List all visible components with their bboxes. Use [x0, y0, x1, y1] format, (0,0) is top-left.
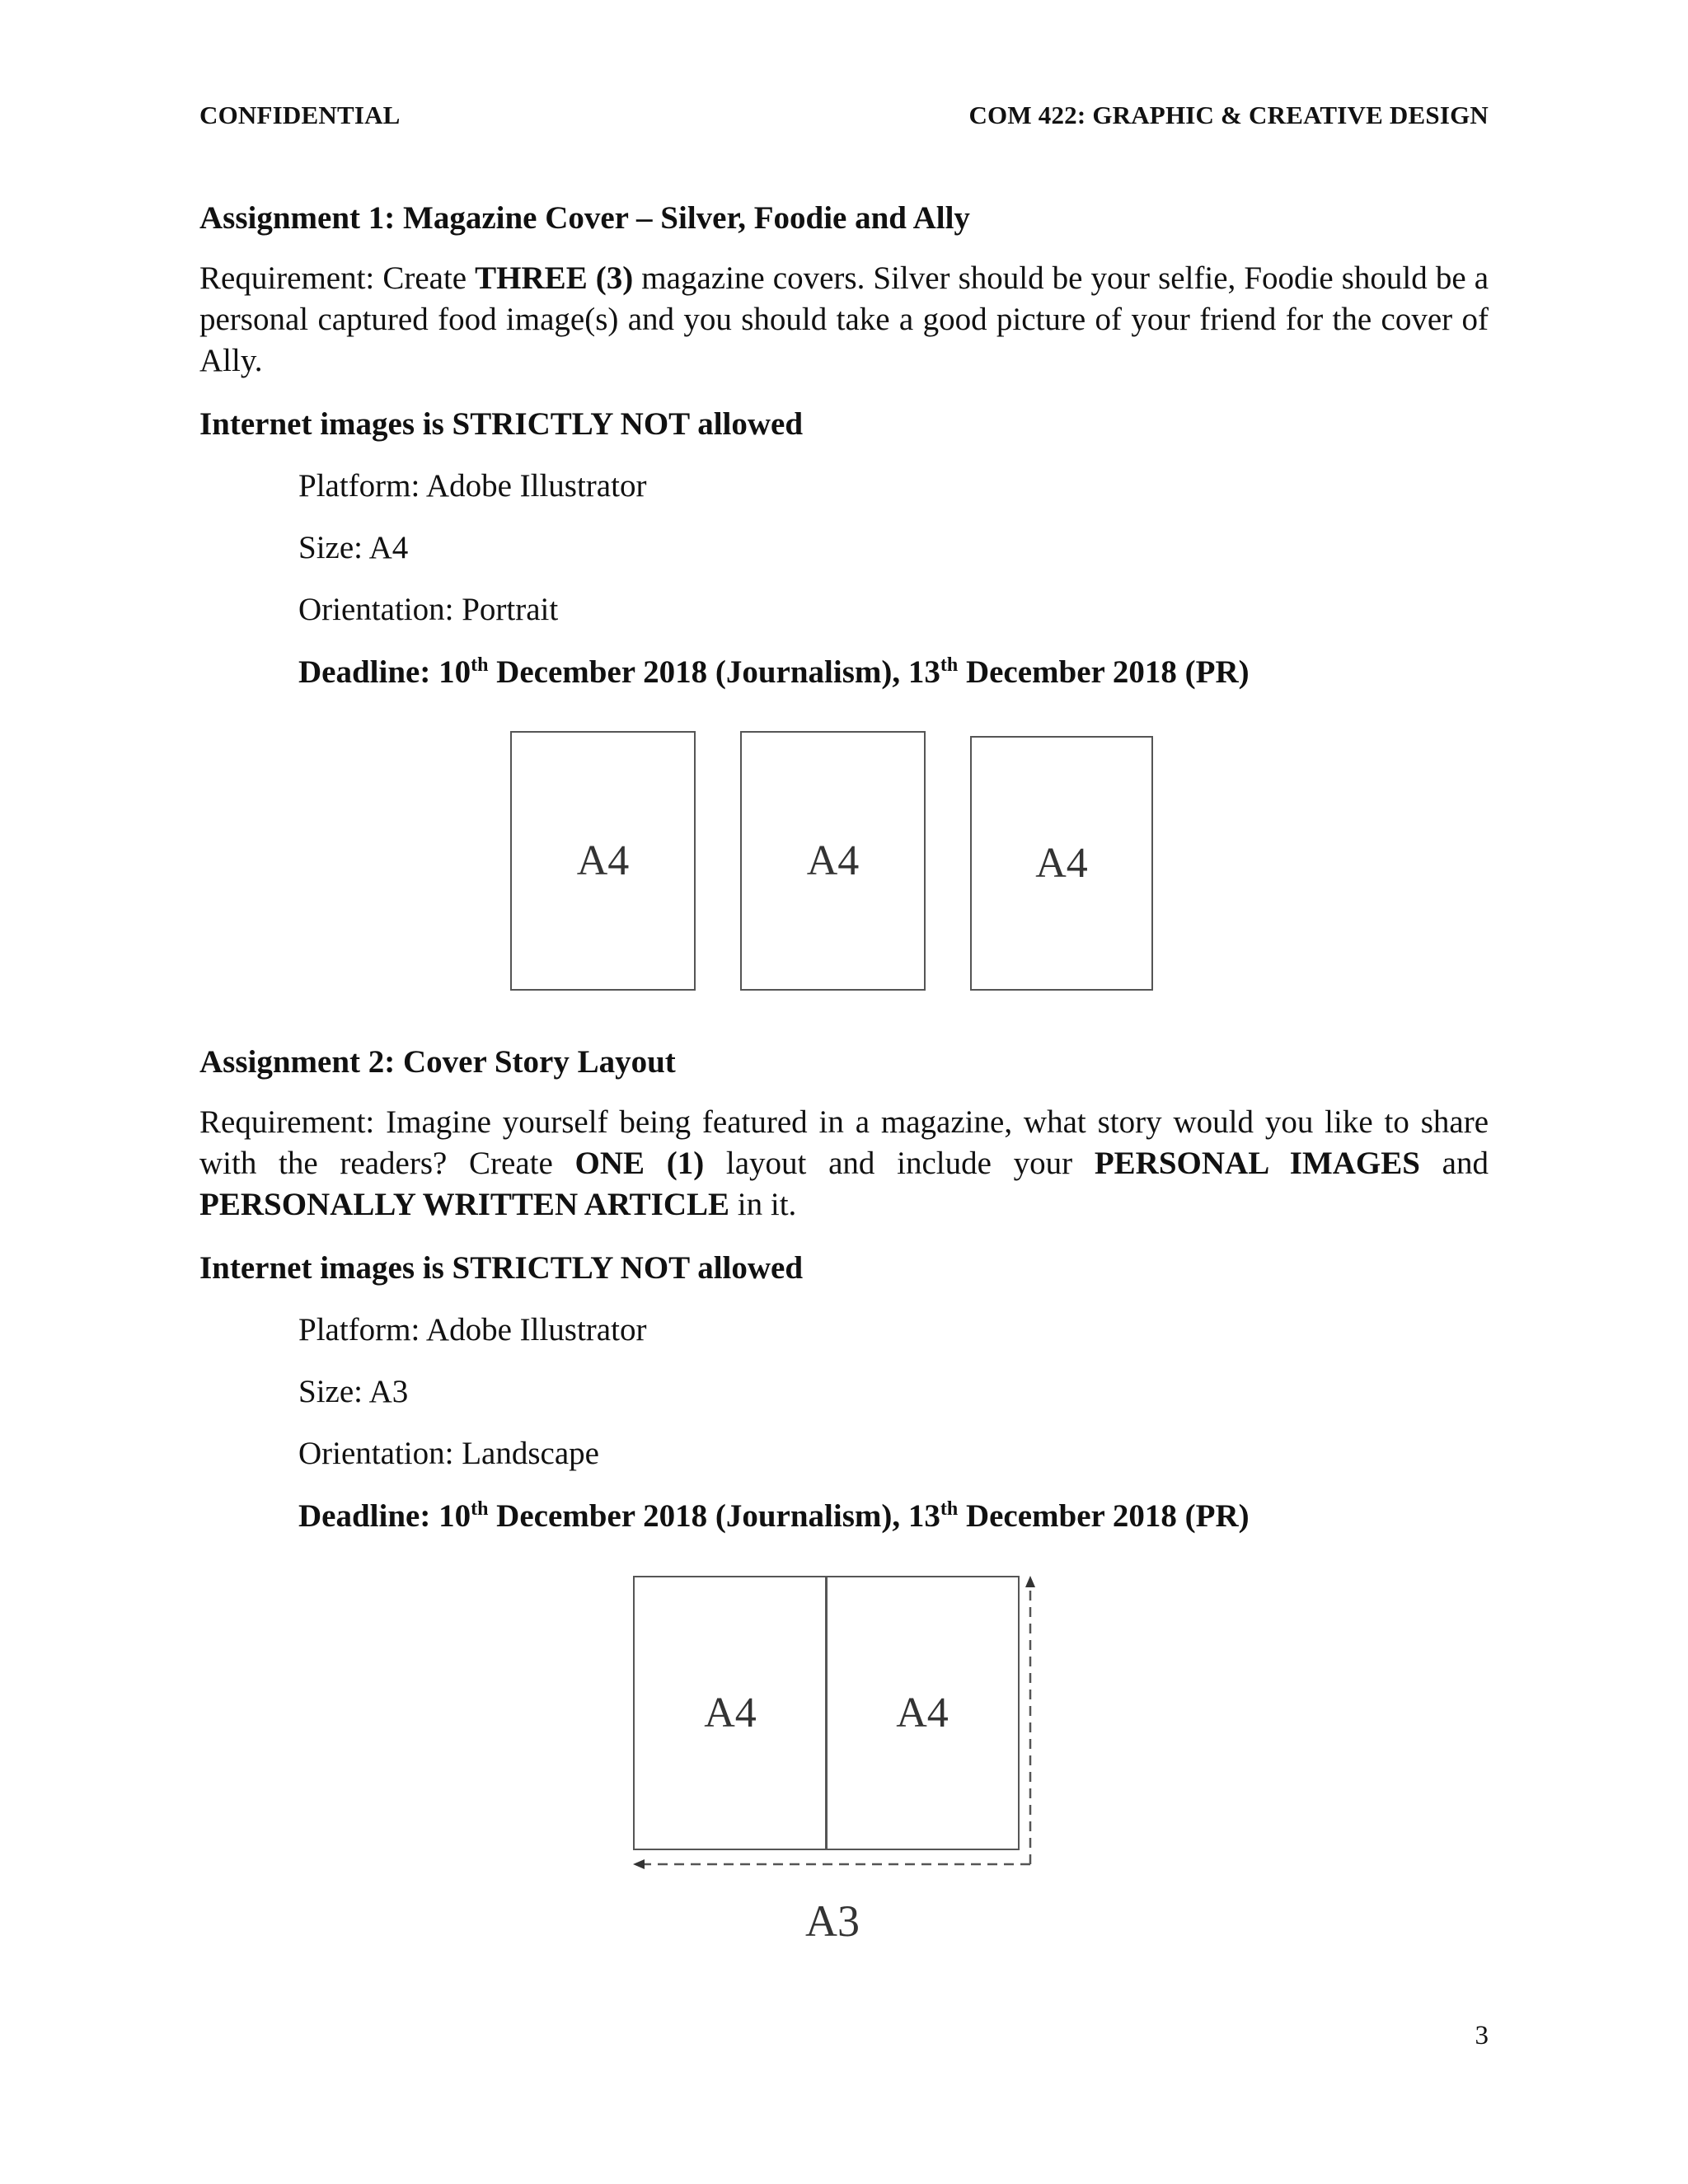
assignment1-requirement: Requirement: Create THREE (3) magazine covers. Silver should be your selfie, Foodie should be a personal captured food image(s) and you should take a good picture of your friend for the cover of Ally. [199, 260, 1489, 378]
a3-height-arrowhead [1025, 1576, 1035, 1587]
assignment2-size: Size: A3 [298, 1374, 409, 1409]
a4-label-2: A4 [806, 837, 860, 884]
a3-size-label: A3 [805, 1896, 860, 1946]
assignment1-size: Size: A4 [298, 530, 409, 565]
assignment2-orientation: Orientation: Landscape [298, 1436, 599, 1471]
assignment2-requirement: Requirement: Imagine yourself being featured in a magazine, what story would you like to share with the readers? Create ONE (1) layout and include your PERSONAL IMAGES and PERSONALLY WRITTEN ARTICLE in it. [199, 1104, 1489, 1222]
assignment2-deadline: Deadline: 10th December 2018 (Journalism), 13th December 2018 (PR) [298, 1498, 1250, 1534]
assignment2-platform: Platform: Adobe Illustrator [298, 1312, 647, 1347]
assignment1-deadline: Deadline: 10th December 2018 (Journalism), 13th December 2018 (PR) [298, 654, 1250, 690]
header-confidential: CONFIDENTIAL [199, 101, 401, 129]
assignment2-warning: Internet images is STRICTLY NOT allowed [199, 1250, 804, 1286]
a4-label-1: A4 [576, 837, 630, 884]
page-number: 3 [1475, 2021, 1489, 2050]
assignment2-title: Assignment 2: Cover Story Layout [199, 1044, 676, 1080]
assignment1-warning: Internet images is STRICTLY NOT allowed [199, 406, 804, 442]
a4-label-3: A4 [1035, 840, 1088, 887]
assignment1-orientation: Orientation: Portrait [298, 592, 559, 627]
assignment1-title: Assignment 1: Magazine Cover – Silver, Foodie and Ally [199, 200, 970, 236]
a3-width-arrowhead [633, 1859, 645, 1869]
a3-right-a4-label: A4 [896, 1690, 949, 1736]
assignment1-platform: Platform: Adobe Illustrator [298, 468, 647, 504]
header-course-title: COM 422: GRAPHIC & CREATIVE DESIGN [968, 101, 1489, 129]
a3-left-a4-label: A4 [704, 1690, 757, 1736]
